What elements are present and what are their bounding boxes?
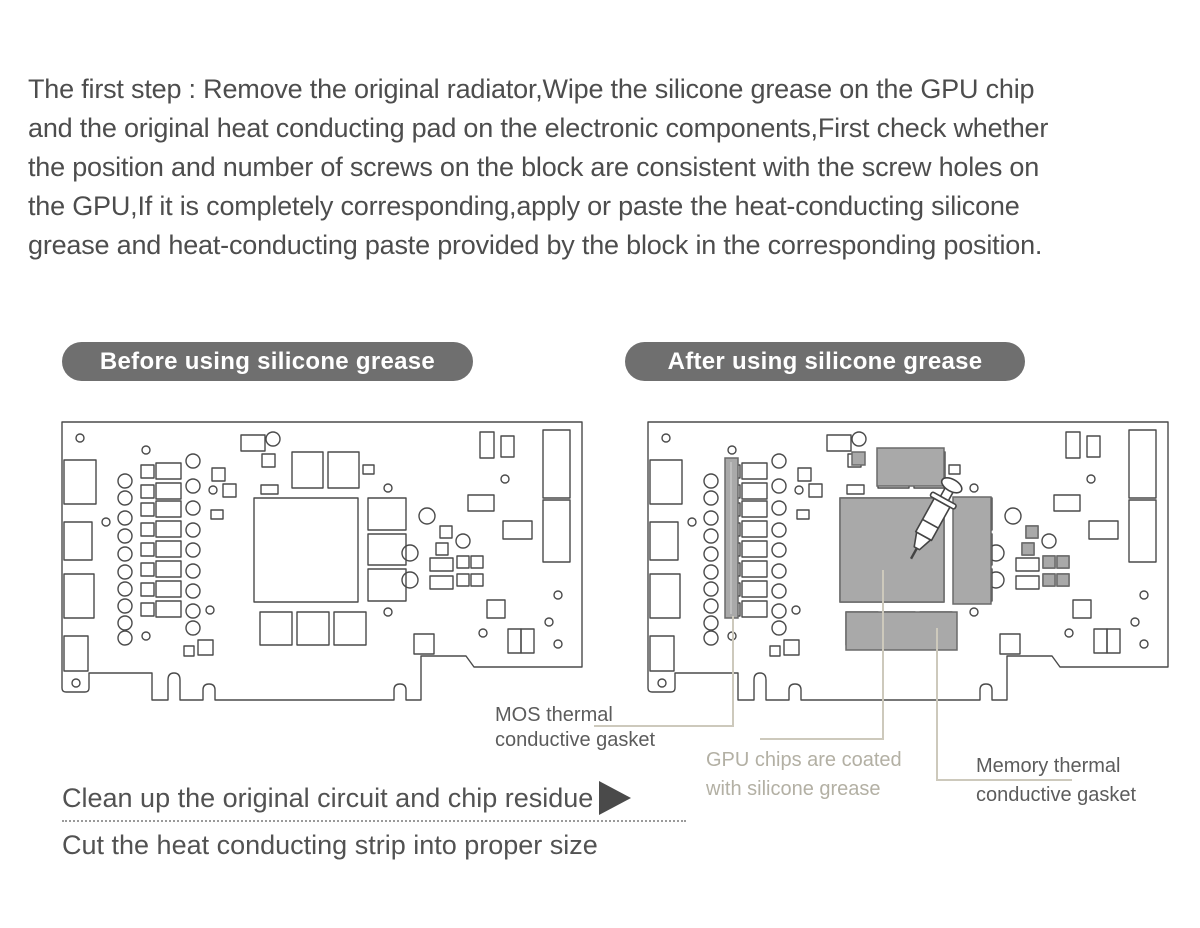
intro-paragraph — [28, 70, 1048, 265]
step-clean-text: Clean up the original circuit and chip residue — [62, 782, 594, 813]
memory-pad-top — [877, 448, 944, 486]
intro-line: The first step : Remove the original radiator,Wipe the silicone grease on the GPU chip — [28, 74, 1035, 104]
intro-line: grease and heat-conducting paste provided by the block in the corresponding position. — [28, 230, 1043, 260]
pcb-diagram-after — [646, 420, 1170, 704]
mos-gasket-label: MOS thermal conductive gasket — [495, 704, 656, 751]
intro-line: the position and number of screws on the block are consistent with the screw holes on — [28, 152, 1040, 182]
after-grease-pill: After using silicone grease — [625, 342, 1025, 381]
before-grease-pill: Before using silicone grease — [62, 342, 473, 381]
memory-gasket-label: Memory thermal conductive gasket — [976, 755, 1137, 806]
gpu-grease-label: GPU chips are coated with silicone grease — [706, 749, 902, 800]
dotted-divider — [62, 820, 686, 822]
pcb-diagram-before — [60, 420, 584, 704]
memory-pad-right — [953, 497, 991, 604]
memory-pad-bottom — [846, 612, 957, 650]
intro-line: the GPU,If it is completely corresponding,apply or paste the heat-conducting silicone — [28, 191, 1020, 221]
footer-steps — [62, 781, 686, 861]
intro-line: and the original heat conducting pad on the electronic components,First check whether — [28, 113, 1049, 143]
step-cut-text: Cut the heat conducting strip into proper size — [62, 830, 598, 860]
right-arrow-icon — [599, 781, 631, 815]
